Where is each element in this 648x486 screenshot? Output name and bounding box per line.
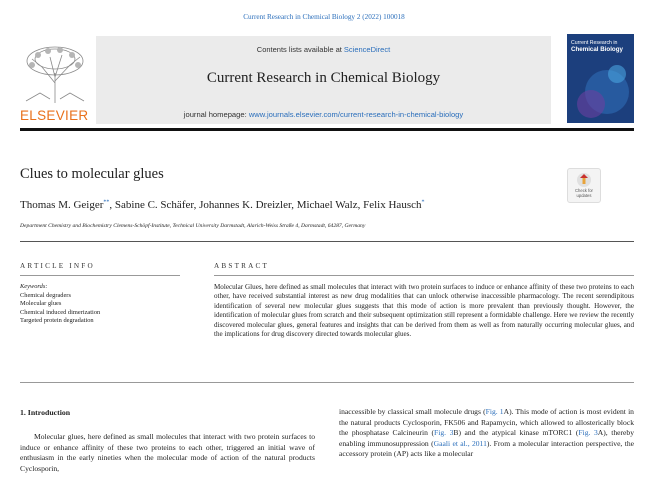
author-name[interactable]: Felix Hausch [363,199,422,211]
check-updates-icon [576,172,592,188]
figure-ref-link[interactable]: Fig. 3 [434,428,454,438]
abstract-text: Molecular Glues, here defined as small molecules that interact with two protein surfaces to induce or enhance affinity of these two proteins to each other, have received substantial interest as new drug modalities that can unlock otherwise inaccessible pharmacology. The recent serendipitous identification of several new molecular glues suggests that this mode of action is more prevalent than previously thought. However, the identification of molecular glues from scratch and their subsequent optimization still represent a formidable challenge. Here we review the recently discovered molecular glues, general features and insights that can be derived from them as well as from naturally occurring molecular glues, and the implications for drug discovery directed towards molecular glues. [214,283,634,339]
homepage-prefix: journal homepage: [183,110,249,119]
keyword: Targeted protein degradation [20,317,94,325]
homepage-link[interactable]: www.journals.elsevier.com/current-research-in-chemical-biology [248,110,464,119]
article-info-rule [20,275,180,276]
journal-title: Current Research in Chemical Biology [206,70,441,86]
body-paragraph-left: Molecular glues, here defined as small molecules that interact with two protein surfaces to induce or enhance affinity of these two proteins to each other, triggered an initial wave of enthusiasm in the early nineties when the molecular mode of action of the natural products Cyclosporin, [20,432,315,473]
journal-cover[interactable] [567,34,634,123]
author-mark[interactable]: ** [103,199,110,206]
journal-citation[interactable]: Current Research in Chemical Biology 2 (2022) 100018 [243,13,405,21]
body-text: A), thereby enabling immunosuppression ( [339,428,634,448]
figure-ref-link[interactable]: Fig. 1 [485,407,504,416]
contents-available [96,45,551,54]
author-name[interactable]: Michael Walz [296,199,358,211]
body-text: A). This mode of action is most evident in the natural products Cyclosporin, FK506 and Rapamycin, which allowed to allosterically block the phosphatase Calcineurin ( [339,407,634,438]
contents-prefix: Contents lists available at [256,45,344,54]
author-list: Thomas M. Geiger**, Sabine C. Schäfer, Johannes K. Dreizler, Michael Walz, Felix Hausch* [20,199,425,211]
affiliation: Department Chemistry and Biochemistry Clemens-Schöpf-Institute, Technical University Darmstadt, Alarich-Weiss Straße 4, Darmstadt, 64287, Germany [20,223,366,229]
author-name[interactable]: Thomas M. Geiger [20,199,104,211]
keywords-label: Keywords: [20,283,48,290]
body-text: B) and the atypical kinase mTORC1 ( [453,428,579,438]
keywords-block [20,283,100,326]
keyword: Chemical degraders [20,291,71,299]
author-mark[interactable]: * [421,199,425,206]
elsevier-wordmark: ELSEVIER [20,108,89,123]
abstract-rule [214,275,634,276]
body-paragraph-right [339,407,634,460]
author-name[interactable]: Johannes K. Dreizler [199,199,292,211]
citation-link[interactable]: Gaali et al., 2011 [433,438,487,448]
body-text: inaccessible by classical small molecule drugs ( [339,407,486,416]
article-title: Clues to molecular glues [20,166,164,182]
section-heading-introduction: 1. Introduction [20,408,71,417]
abstract-heading: ABSTRACT [214,262,270,270]
keyword: Chemical induced dimerization [20,308,101,316]
figure-ref-link[interactable]: Fig. 3 [578,428,598,438]
section-divider [20,241,634,242]
body-text: ). From a molecular interaction perspective, the accessory protein (AP) acts like a molecular [339,438,634,459]
header-divider [20,128,634,131]
author-name[interactable]: Sabine C. Schäfer [114,199,194,211]
sciencedirect-link[interactable]: ScienceDirect [343,45,391,54]
keyword: Molecular glues [20,300,62,308]
abstract-bottom-rule [20,382,634,383]
cover-journal-small: Current Research in [571,40,618,46]
check-updates-label: Check for updates [575,188,593,198]
article-info-heading: ARTICLE INFO [20,262,95,270]
cover-journal-big: Chemical Biology [571,46,623,54]
journal-homepage [96,110,551,119]
cover-text [571,40,623,54]
check-for-updates-button[interactable] [567,168,601,203]
